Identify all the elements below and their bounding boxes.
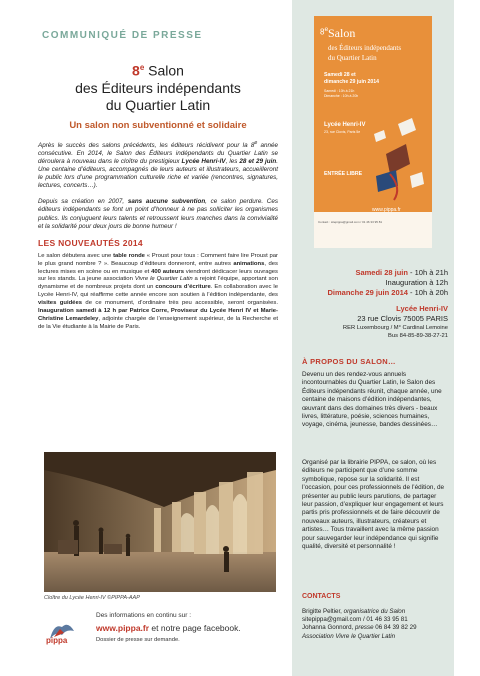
news-text: a rejoint l’équipe, apportant son dynamisme et de nombreux projets dont un [38, 276, 278, 291]
news-paragraph [38, 253, 278, 332]
about-paragraph-2: Organisé par la librairie PIPPA, ce salon, où les éditeurs ne participent que d’une somme symbolique, repose sur la solidarité. Il est l’occasion, pour ces professionnels de l’édition, de présenter au public leurs parutions, de partager leur passion, d’expliquer leur engagement et leurs partis pris professionnels et de faire découvrir de nouveaux auteurs, illustrateurs, créateurs et artistes… Tous travaillent avec la même passion pour sauvegarder leur indépendance qui signifie qualité, diversité et personnalité ! [302, 459, 445, 551]
pippa-logo-icon [44, 618, 80, 650]
left-column [38, 30, 278, 332]
poster-hours-2: Dimanche : 10h à 20h [324, 94, 359, 98]
intro-text-c: année consécutive. En 2014, le Salon des Éditeurs indépendants du Quartier Latin se déroulera à nouveau dans le cloître du prestigieux [38, 141, 279, 165]
poster-venue: Lycée Henri-IV [324, 122, 366, 128]
intro-ordinal: e [254, 139, 258, 146]
saturday-date: Samedi 28 juin [355, 268, 408, 277]
association-name: Association Vivre le Quartier Latin [302, 632, 396, 640]
history-text-c: , ce salon perdure. Ces éditeurs indépendants se font un point d’honneur à ne pas solliciter les organismes publics. Ils conjuguent leurs talents et retroussent leurs manches dans la convivialité et la solidarité pour deux jours de bonne humeur ! [38, 198, 278, 230]
footer-url-line [96, 623, 241, 633]
contact-2-name: Johanna Gonnord, [302, 624, 355, 632]
cloister-photo [44, 452, 276, 592]
schedule-saturday [302, 268, 448, 278]
history-paragraph [38, 198, 278, 230]
poster-bottom-band [314, 212, 432, 248]
title-line-1: Salon [144, 62, 184, 79]
history-highlight: sans aucune subvention [127, 198, 206, 206]
poster-date-1: Samedi 28 et [324, 72, 356, 78]
intro-paragraph [38, 139, 278, 191]
news-text: , des lectures mises en scène ou en musique et [38, 260, 278, 275]
poster-ordinal: e [324, 26, 329, 33]
sunday-date: Dimanche 29 juin 2014 [327, 288, 408, 297]
title-number: 8 [132, 62, 140, 79]
right-column [292, 0, 454, 676]
flying-books-icon [366, 114, 426, 204]
news-bold: 400 auteurs [151, 268, 184, 275]
news-text: de ce monument, d’ordinaire très peu accessible, seront organisées. [82, 300, 278, 307]
venue-transit-1: RER Luxembourg / M° Cardinal Lemoine [342, 325, 448, 331]
saturday-hours: - 10h à 21h [407, 268, 448, 277]
contact-1-role: organisatrice du Salon [343, 608, 406, 615]
news-text: . En collaboration avec le Lycée Henri-IV, qui réaffirme cette année encore son soutien à l’édition indépendante, des [38, 284, 278, 299]
news-text: Le salon débutera avec une [38, 252, 114, 259]
pippa-logo-text: pippa [46, 636, 68, 645]
venue-transit-2: Bus 84-85-89-38-27-21 [388, 333, 448, 339]
cloister-illustration [44, 452, 276, 592]
poster-line-1: des Éditeurs indépendants [328, 44, 402, 52]
sunday-hours: - 10h à 20h [407, 288, 448, 297]
news-text: « Proust pour tous : Comment faire lire Proust par le plus grand nombre ? ». Beaucoup d’éditeurs donneront, entre autres [38, 252, 279, 267]
intro-dates: 28 et 29 juin [239, 157, 277, 165]
press-release-kicker: COMMUNIQUÉ DE PRESSE [42, 30, 203, 41]
poster-salon: Salon [328, 26, 356, 40]
poster-number [320, 26, 328, 37]
poster-date-2: dimanche 29 juin 2014 [324, 79, 380, 85]
poster-hours: Samedi : 10h à 21h [324, 89, 355, 93]
venue-info [302, 304, 448, 340]
news-heading: LES NOUVEAUTÉS 2014 [38, 237, 143, 248]
intro-text-a: Après le succès des salons précédents, les éditeurs récidivent pour la 8 [38, 141, 255, 149]
subtitle: Un salon non subventionné et solidaire [69, 119, 247, 131]
intro-text-d: , les [225, 157, 240, 165]
news-bold: animations [233, 260, 265, 267]
title-ordinal: e [139, 63, 145, 72]
history-text-a: Depuis sa création en 2007, [38, 198, 128, 206]
title-line-3: du Quartier Latin [105, 96, 211, 113]
poster-line-2: du Quartier Latin [328, 54, 377, 62]
news-text: viendront dédicacer leurs ouvrages sur les stands. La jeune association [38, 268, 279, 283]
news-bold: table ronde [113, 252, 145, 259]
about-paragraph-1: Devenu un des rendez-vous annuels incontournables du Quartier Latin, le Salon des Éditeurs indépendants réunit, chaque année, une centaine de maisons d’édition indépendantes, œuvrant dans des domaines très divers - beaux livres, littérature, poésie, sciences humaines, voyage, cinéma, jeunesse, bandes dessinées… [302, 371, 442, 429]
event-poster [314, 16, 432, 248]
intro-text-e: . Une centaine d’éditeurs, accompagnés de leurs auteurs et illustrateurs, accueilleront le public lors d’une programmation culturelle riche et variée (rencontres, signatures, lectures, concerts…). [38, 157, 278, 190]
news-bold: visites guidées [38, 300, 83, 307]
contact-2 [302, 624, 452, 632]
news-bold: Inauguration samedi à 12 h par Patrice Corre, Proviseur du Lycée Henri IV et Marie-Christine Lemardeley [38, 308, 278, 322]
news-italic: Vivre le Quartier Latin [134, 276, 193, 283]
about-heading: À PROPOS DU SALON… [302, 357, 396, 366]
contact-1-name: Brigitte Peltier, [302, 608, 344, 615]
contact-association [302, 633, 452, 641]
intro-lycee: Lycée Henri-IV [181, 157, 226, 165]
poster-contact: Contact : sitepippa@gmail.com / 01 46 33 95 81 [318, 220, 383, 224]
schedule-sunday [302, 288, 448, 298]
contact-2-role: presse [354, 624, 374, 632]
poster-num: 8 [320, 27, 325, 37]
footer [44, 612, 284, 652]
venue-name: Lycée Henri-IV [396, 304, 448, 313]
footer-facebook-text: et notre page facebook. [149, 623, 241, 633]
title-line-2: des Éditeurs indépendants [75, 79, 241, 96]
footer-info-line: Des informations en continu sur : [96, 612, 192, 619]
contacts-list [302, 608, 452, 641]
photo-caption: Cloître du Lycée Henri-IV ©PIPPA-AAP [44, 595, 140, 601]
poster-address: 23, rue Clovis, Paris 5e [324, 130, 361, 134]
contact-1 [302, 608, 452, 616]
schedule-inauguration: Inauguration à 12h [385, 278, 448, 287]
news-text: , adjointe chargée de l’enseignement supérieur, de la Recherche et de la Vie étudiante à la Mairie de Paris. [38, 315, 278, 330]
venue-address: 23 rue Clovis 75005 PARIS [357, 314, 448, 323]
news-bold: concours d’écriture [155, 284, 211, 291]
footer-press-kit: Dossier de presse sur demande. [96, 637, 180, 643]
website-link[interactable]: www.pippa.fr [96, 623, 150, 633]
contacts-heading: CONTACTS [302, 593, 341, 600]
schedule [302, 268, 448, 298]
poster-website: www.pippa.fr [372, 207, 401, 213]
poster-free-entry: ENTRÉE LIBRE [324, 171, 363, 177]
contact-2-phone[interactable]: 06 84 39 82 29 [373, 624, 417, 632]
page-title [38, 59, 278, 114]
contact-1-info[interactable]: sitepippa@gmail.com / 01 46 33 95 81 [302, 616, 408, 624]
